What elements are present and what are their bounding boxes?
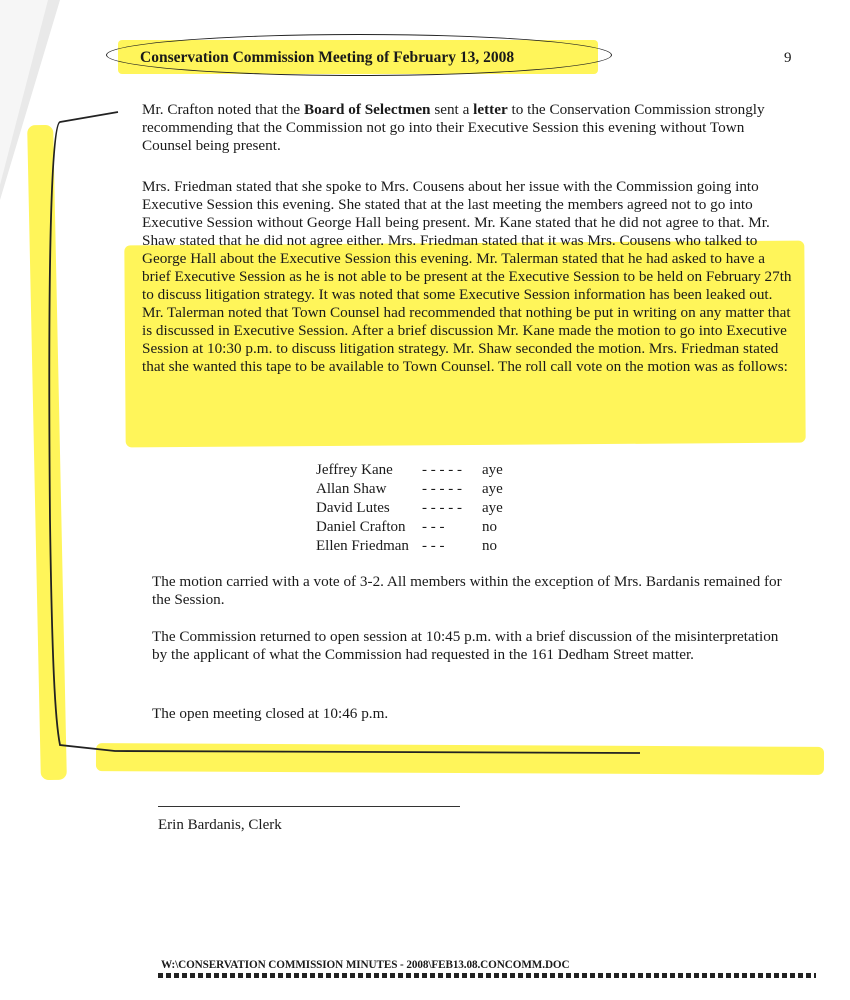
vote-row — [316, 499, 522, 518]
vote-dashes: - - - - - — [422, 462, 462, 478]
member-name: Allan Shaw — [316, 481, 387, 497]
vote-dashes: - - - - - — [422, 500, 462, 516]
paragraph-meeting-closed: The open meeting closed at 10:46 p.m. — [152, 705, 389, 722]
member-name: Jeffrey Kane — [316, 462, 393, 478]
vote-row — [316, 537, 522, 556]
vote-dashes: - - - - - — [422, 481, 462, 497]
vote-dashes: - - - — [422, 519, 445, 535]
bottom-highlight — [96, 743, 824, 775]
left-margin-highlight — [27, 125, 67, 780]
member-name: Ellen Friedman — [316, 538, 409, 554]
paragraph-executive-session: Mrs. Friedman stated that she spoke to Mrs. Cousens about her issue with the Commission going into Executive Session this evening. She stated that at the last meeting the members agreed not to go into Executive Session without George Hall being present. Mr. Kane stated that he did not agree to that. Mr. Shaw stated that he did not agree either. Mrs. Friedman stated that it was Mrs. Cousens who talked to George Hall about the Executive Session this evening. Mr. Talerman stated that he had asked to have a brief Executive Session as he is not able to be present at the Executive Session to be held on February 27th to discuss litigation strategy. It was noted that some Executive Session information has been leaked out. Mr. Talerman noted that Town Counsel had recommended that nothing be put in writing on any matter that is discussed in Executive Session. After a brief discussion Mr. Kane made the motion to go into Executive Session at 10:30 p.m. to discuss litigation strategy. Mr. Shaw seconded the motion. Mrs. Friedman stated that she wanted this tape to be available to Town Counsel. The roll call vote on the motion was as follows: — [142, 178, 792, 375]
footer-file-path: W:\CONSERVATION COMMISSION MINUTES - 2008\FEB13.08.CONCOMM.DOC — [161, 959, 570, 971]
member-name: Daniel Crafton — [316, 519, 406, 535]
paragraph-motion-result: The motion carried with a vote of 3-2. All members within the exception of Mrs. Bardanis remained for the Session. — [152, 573, 782, 608]
vote-result: aye — [482, 462, 503, 478]
member-name: David Lutes — [316, 500, 390, 516]
paragraph-open-session: The Commission returned to open session at 10:45 p.m. with a brief discussion of the misinterpretation by the applicant of what the Commission had requested in the 161 Dedham Street matter. — [152, 628, 779, 663]
vote-result: aye — [482, 500, 503, 516]
vote-result: aye — [482, 481, 503, 497]
paragraph-letter: Mr. Crafton noted that the Board of Selectmen sent a letter to the Conservation Commission strongly recommending that the Commission not go into their Executive Session this evening without Town Counsel being present. — [142, 101, 765, 154]
signature-line — [158, 806, 460, 807]
page-title: Conservation Commission Meeting of February 13, 2008 — [140, 49, 515, 66]
vote-result: no — [482, 538, 497, 554]
vote-row — [316, 518, 522, 537]
vote-dashes: - - - — [422, 538, 445, 554]
vote-row — [316, 461, 522, 480]
clerk-signature-name: Erin Bardanis, Clerk — [158, 817, 282, 833]
vote-result: no — [482, 519, 497, 535]
footer-dotted-rule — [158, 973, 816, 978]
vote-row — [316, 480, 522, 499]
page-number: 9 — [784, 50, 792, 66]
roll-call-vote-table — [316, 461, 522, 556]
